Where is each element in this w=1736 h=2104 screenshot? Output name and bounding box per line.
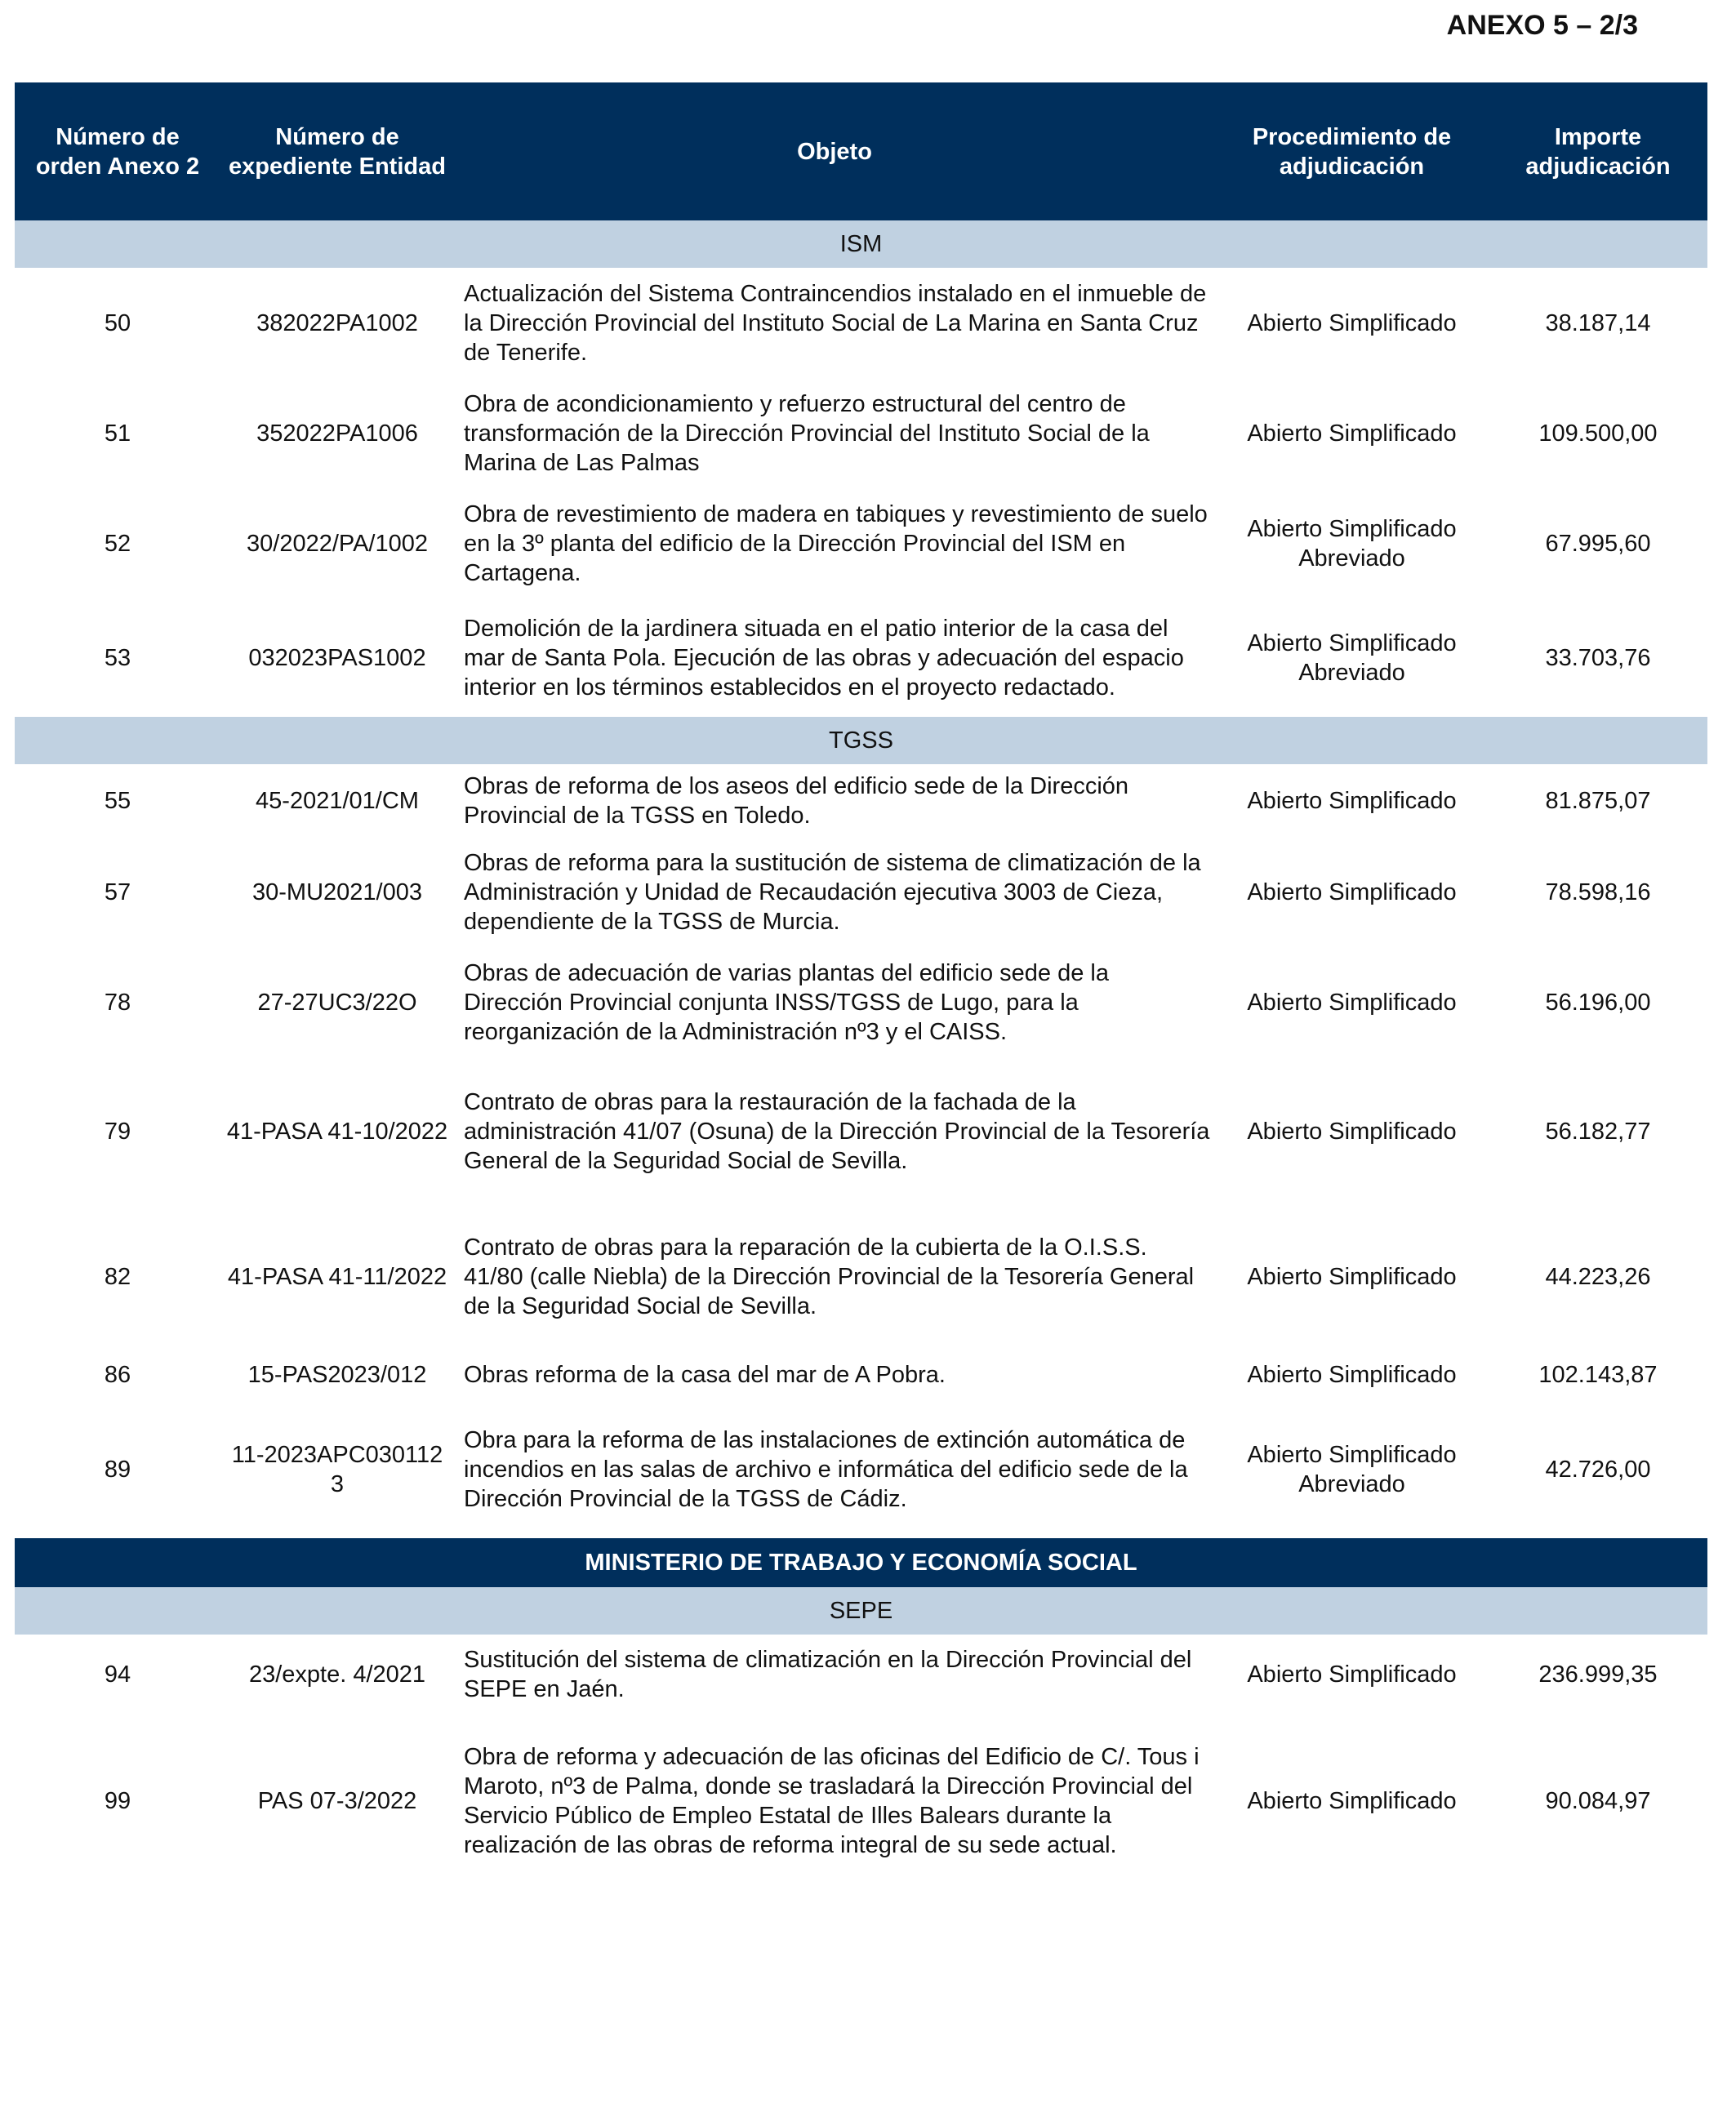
cell-procedimiento: Abierto Simplificado [1247, 990, 1457, 1016]
table-header [15, 82, 1707, 220]
table-row [15, 379, 1707, 488]
cell-orden: 52 [104, 531, 131, 557]
table-row [15, 1715, 1707, 1888]
section-row [15, 717, 1707, 764]
section-row [15, 220, 1707, 268]
cell-expediente: 45-2021/01/CM [256, 788, 419, 814]
cell-expediente: 352022PA1006 [256, 420, 418, 447]
cell-procedimiento: Abierto Simplificado [1247, 879, 1457, 905]
cell-expediente: 30/2022/PA/1002 [247, 531, 428, 557]
cell-procedimiento: Abierto Simplificado [1247, 420, 1457, 447]
cell-objeto: Obras de reforma para la sustitución de sistema de climatización de la Administración y Unidad de Recaudación ejecutiva 3003 de Cieza, dependiente de la TGSS de Murcia. [464, 850, 1201, 935]
table-row [15, 1058, 1707, 1205]
cell-importe: 236.999,35 [1538, 1661, 1658, 1688]
cell-expediente: 382022PA1002 [256, 310, 418, 336]
cell-orden: 82 [104, 1263, 131, 1290]
cell-importe: 56.182,77 [1545, 1119, 1651, 1145]
cell-expediente: 30-MU2021/003 [252, 879, 422, 905]
cell-objeto: Sustitución del sistema de climatización en la Dirección Provincial del SEPE en Jaén. [464, 1647, 1192, 1702]
cell-importe: 42.726,00 [1545, 1457, 1651, 1483]
table-row [15, 1401, 1707, 1538]
cell-orden: 53 [104, 645, 131, 671]
cell-objeto: Obra de revestimiento de madera en tabiques y revestimiento de suelo en la 3º planta del edificio de la Dirección Provincial del ISM en Cartagena. [464, 501, 1208, 586]
table-row [15, 947, 1707, 1058]
header-procedimiento: Procedimiento de adjudicación [1215, 82, 1489, 220]
table-row [15, 268, 1707, 379]
header-orden: Número de orden Anexo 2 [15, 82, 220, 220]
annex-label: ANEXO 5 – 2/3 [1446, 10, 1638, 41]
cell-procedimiento: Abierto Simplificado [1247, 1661, 1457, 1688]
cell-importe: 56.196,00 [1545, 990, 1651, 1016]
cell-expediente: 41-PASA 41-11/2022 [227, 1263, 447, 1290]
cell-objeto: Obras de adecuación de varias plantas del edificio sede de la Dirección Provincial conjunta INSS/TGSS de Lugo, para la reorganización de la Administración nº3 y el CAISS. [464, 960, 1109, 1045]
table-row [15, 764, 1707, 838]
cell-importe: 33.703,76 [1545, 645, 1651, 671]
cell-importe: 81.875,07 [1545, 788, 1651, 814]
cell-orden: 55 [104, 788, 131, 814]
table-row [15, 1348, 1707, 1401]
table-row [15, 488, 1707, 599]
cell-expediente: 27-27UC3/22O [257, 990, 417, 1016]
cell-procedimiento: Abierto Simplificado Abreviado [1247, 1442, 1457, 1497]
cell-orden: 79 [104, 1119, 131, 1145]
cell-procedimiento: Abierto Simplificado [1247, 788, 1457, 814]
cell-importe: 109.500,00 [1538, 420, 1658, 447]
section-label: MINISTERIO DE TRABAJO Y ECONOMÍA SOCIAL [15, 1538, 1707, 1587]
contracts-table [15, 82, 1707, 1888]
cell-procedimiento: Abierto Simplificado Abreviado [1247, 516, 1457, 572]
section-label: TGSS [15, 717, 1707, 764]
cell-objeto: Demolición de la jardinera situada en el patio interior de la casa del mar de Santa Pola. Ejecución de las obras y adecuación del espacio interior en los términos establecidos en el proyecto redactado. [464, 616, 1184, 701]
cell-procedimiento: Abierto Simplificado [1247, 1119, 1457, 1145]
table-row [15, 1635, 1707, 1715]
cell-orden: 78 [104, 990, 131, 1016]
cell-expediente: 15-PAS2023/012 [247, 1361, 427, 1388]
header-objeto: Objeto [454, 82, 1215, 220]
cell-procedimiento: Abierto Simplificado [1247, 1361, 1457, 1388]
cell-orden: 57 [104, 879, 131, 905]
header-importe: Importe adjudicación [1489, 82, 1707, 220]
cell-importe: 44.223,26 [1545, 1263, 1651, 1290]
table-row [15, 599, 1707, 717]
cell-expediente: 11-2023APC0301123 [231, 1442, 443, 1497]
header-expediente: Número de expediente Entidad [220, 82, 454, 220]
cell-orden: 89 [104, 1457, 131, 1483]
cell-expediente: PAS 07-3/2022 [257, 1788, 417, 1814]
cell-orden: 86 [104, 1361, 131, 1388]
cell-objeto: Obra de reforma y adecuación de las oficinas del Edificio de C/. Tous i Maroto, nº3 de Palma, donde se trasladará la Dirección Provincial del Servicio Público de Empleo Estatal de Illes Balears durante la realización de las obras de reforma integral de su sede actual. [464, 1744, 1200, 1858]
cell-procedimiento: Abierto Simplificado Abreviado [1247, 630, 1457, 686]
ministry-row [15, 1538, 1707, 1587]
cell-procedimiento: Abierto Simplificado [1247, 1788, 1457, 1814]
cell-orden: 50 [104, 310, 131, 336]
cell-objeto: Obra de acondicionamiento y refuerzo estructural del centro de transformación de la Dirección Provincial del Instituto Social de la Marina de Las Palmas [464, 391, 1150, 476]
cell-importe: 102.143,87 [1538, 1361, 1658, 1388]
cell-objeto: Contrato de obras para la restauración de la fachada de la administración 41/07 (Osuna) de la Dirección Provincial de la Tesorería General de la Seguridad Social de Sevilla. [464, 1089, 1210, 1174]
cell-orden: 94 [104, 1661, 131, 1688]
cell-importe: 78.598,16 [1545, 879, 1651, 905]
cell-objeto: Obra para la reforma de las instalaciones de extinción automática de incendios en las salas de archivo e informática del edificio sede de la Dirección Provincial de la TGSS de Cádiz. [464, 1427, 1188, 1512]
table-row [15, 838, 1707, 947]
cell-objeto: Obras de reforma de los aseos del edificio sede de la Dirección Provincial de la TGSS en Toledo. [464, 773, 1129, 829]
cell-expediente: 41-PASA 41-10/2022 [226, 1119, 448, 1145]
cell-expediente: 23/expte. 4/2021 [248, 1661, 426, 1688]
section-label: ISM [15, 220, 1707, 268]
table-body [15, 220, 1707, 1888]
cell-importe: 38.187,14 [1545, 310, 1651, 336]
section-row [15, 1587, 1707, 1635]
cell-orden: 99 [104, 1788, 131, 1814]
cell-expediente: 032023PAS1002 [248, 645, 426, 671]
table-row [15, 1205, 1707, 1348]
cell-importe: 67.995,60 [1545, 531, 1651, 557]
cell-objeto: Contrato de obras para la reparación de la cubierta de la O.I.S.S. 41/80 (calle Niebla) de la Dirección Provincial de la Tesorería General de la Seguridad Social de Sevilla. [464, 1234, 1195, 1319]
cell-procedimiento: Abierto Simplificado [1247, 310, 1457, 336]
cell-objeto: Obras reforma de la casa del mar de A Pobra. [464, 1361, 946, 1388]
cell-procedimiento: Abierto Simplificado [1247, 1263, 1457, 1290]
section-label: SEPE [15, 1587, 1707, 1635]
cell-objeto: Actualización del Sistema Contraincendios instalado en el inmueble de la Dirección Provincial del Instituto Social de La Marina en Santa Cruz de Tenerife. [464, 281, 1207, 366]
cell-orden: 51 [104, 420, 131, 447]
cell-importe: 90.084,97 [1545, 1788, 1651, 1814]
